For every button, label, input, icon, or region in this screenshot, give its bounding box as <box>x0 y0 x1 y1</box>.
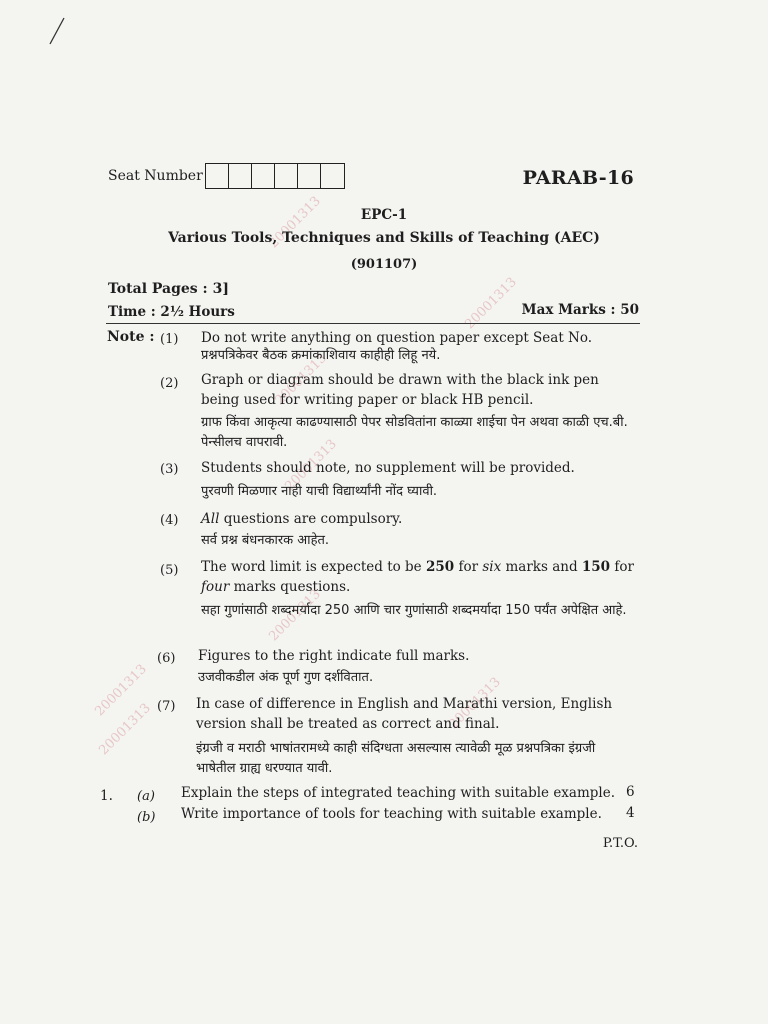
header-divider <box>106 323 640 324</box>
sub-question-label: (b) <box>137 810 156 825</box>
watermark: 20001313 <box>282 436 340 495</box>
emphasis-text: four <box>201 579 230 595</box>
course-number: (901107) <box>350 257 418 272</box>
seat-number-boxes[interactable] <box>205 163 345 189</box>
note-number: (5) <box>160 563 179 578</box>
note-number-bold: 150 <box>581 559 611 575</box>
watermark: 20001313 <box>446 674 504 733</box>
sub-question-text: Write importance of tools for teaching with suitable example. <box>181 806 602 822</box>
watermark: 20001313 <box>462 274 520 333</box>
note-marathi: पुरवणी मिळणार नाही याची विद्यार्थ्यांनी नोंद घ्यावी. <box>201 484 438 499</box>
seat-number-field <box>108 163 345 189</box>
note-english <box>201 509 641 529</box>
seat-digit-box[interactable] <box>298 164 321 188</box>
note-english: Figures to the right indicate full marks. <box>198 648 470 664</box>
paper-code: PARAB-16 <box>522 167 634 189</box>
note-text: for <box>458 559 479 575</box>
sub-question-marks: 6 <box>626 784 635 800</box>
note-marathi: प्रश्नपत्रिकेवर बैठक क्रमांकाशिवाय काहीही लिहू नये. <box>201 348 441 363</box>
seat-number-label: Seat Number <box>108 168 203 184</box>
please-turn-over: P.T.O. <box>602 836 638 851</box>
note-text: The word limit is expected to be <box>201 559 422 575</box>
note-english: Do not write anything on question paper except Seat No. <box>201 330 593 346</box>
sub-question-text: Explain the steps of integrated teaching with suitable example. <box>181 785 616 801</box>
note-marathi: सर्व प्रश्न बंधनकारक आहेत. <box>201 533 330 548</box>
note-marathi: उजवीकडील अंक पूर्ण गुण दर्शवितात. <box>198 670 374 685</box>
seat-digit-box[interactable] <box>321 164 344 188</box>
subject-title: Various Tools, Techniques and Skills of Teaching (AEC) <box>168 230 600 246</box>
watermark: 20001313 <box>96 700 154 759</box>
note-text: marks and <box>505 559 578 575</box>
sub-question-label: (a) <box>137 789 155 804</box>
note-marathi: ग्राफ किंवा आकृत्या काढण्यासाठी पेपर सोडवितांना काळ्या शाईचा पेन अथवा काळी एच.बी. पेन्सीलच वापरावी. <box>201 415 628 450</box>
note-number: (3) <box>160 462 179 477</box>
note-text: marks questions. <box>233 579 351 595</box>
note-marathi: इंग्रजी व मराठी भाषांतरामध्ये काही संदिग्धता असल्यास त्यावेळी मूळ प्रश्नपत्रिका इंग्रजी भाषेतील ग्राह्य धरण्यात यावी. <box>196 741 596 776</box>
subject-code: EPC-1 <box>360 207 408 223</box>
note-heading: Note : <box>107 329 155 345</box>
question-number: 1. <box>100 788 113 804</box>
note-marathi: सहा गुणांसाठी शब्दमर्यादा 250 आणि चार गुणांसाठी शब्दमर्यादा 150 पर्यंत अपेक्षित आहे. <box>201 603 627 618</box>
note-text: for <box>614 559 634 575</box>
seat-digit-box[interactable] <box>206 164 229 188</box>
total-pages: Total Pages : 3] <box>108 281 229 297</box>
seat-digit-box[interactable] <box>275 164 298 188</box>
pen-stroke-mark <box>44 14 74 46</box>
watermark: 20001313 <box>266 193 324 252</box>
note-number: (4) <box>160 513 179 528</box>
seat-digit-box[interactable] <box>252 164 275 188</box>
watermark: 20001313 <box>92 661 150 720</box>
note-english <box>201 557 641 597</box>
note-english: Students should note, no supplement will be provided. <box>201 460 575 476</box>
watermark: 20001313 <box>266 586 324 645</box>
note-number-bold: 250 <box>425 559 455 575</box>
watermark: 20001313 <box>272 350 330 409</box>
note-english: In case of difference in English and Marathi version, English version shall be treated as correct and final. <box>196 696 613 732</box>
emphasis-text: All <box>201 511 220 527</box>
note-number: (6) <box>157 651 176 666</box>
seat-digit-box[interactable] <box>229 164 252 188</box>
note-text: questions are compulsory. <box>223 511 403 527</box>
time-allowed: Time : 2½ Hours <box>108 304 235 320</box>
note-number: (2) <box>160 376 179 391</box>
max-marks: Max Marks : 50 <box>521 302 639 318</box>
emphasis-text: six <box>482 559 502 575</box>
note-number: (7) <box>157 699 176 714</box>
note-english: Graph or diagram should be drawn with the black ink pen being used for writing paper or black HB pencil. <box>201 372 599 408</box>
note-number: (1) <box>160 332 179 347</box>
sub-question-marks: 4 <box>626 805 635 821</box>
